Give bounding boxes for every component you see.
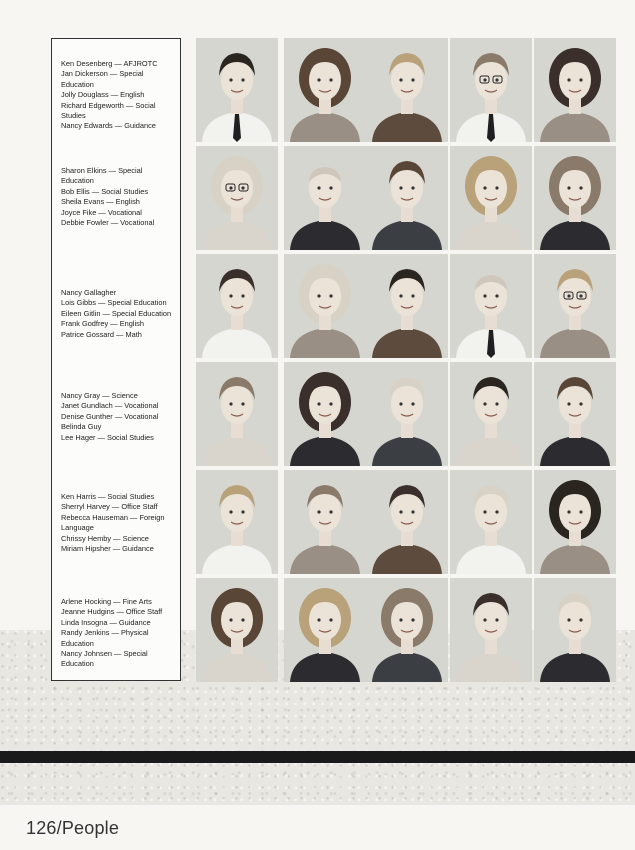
faculty-name-line: Linda Insogna — Guidance bbox=[61, 617, 151, 627]
faculty-portrait bbox=[450, 470, 532, 574]
faculty-name-line: Richard Edgeworth — Social bbox=[61, 100, 156, 110]
faculty-portrait bbox=[534, 362, 616, 466]
faculty-name-line: Jeanne Hudgins — Office Staff bbox=[61, 607, 163, 617]
faculty-portrait bbox=[450, 578, 532, 682]
faculty-portrait bbox=[534, 38, 616, 142]
faculty-name-line: Language bbox=[61, 523, 94, 533]
faculty-name-line: Joyce Fike — Vocational bbox=[61, 207, 142, 217]
faculty-name-line: Education bbox=[61, 638, 94, 648]
faculty-portrait bbox=[196, 578, 278, 682]
faculty-name-line: Randy Jenkins — Physical bbox=[61, 628, 149, 638]
faculty-portrait bbox=[534, 470, 616, 574]
name-group-3 bbox=[61, 288, 179, 340]
faculty-name-line: Sheila Evans — English bbox=[61, 197, 140, 207]
faculty-portrait bbox=[284, 362, 366, 466]
faculty-portrait bbox=[366, 470, 448, 574]
faculty-portrait bbox=[450, 362, 532, 466]
name-group-6 bbox=[61, 597, 179, 670]
faculty-name-line: Nancy Johnsen — Special bbox=[61, 649, 148, 659]
faculty-portrait bbox=[366, 254, 448, 358]
faculty-name-line: Denise Gunther — Vocational bbox=[61, 411, 159, 421]
name-group-2 bbox=[61, 166, 179, 228]
faculty-names-box bbox=[51, 38, 181, 681]
black-rule bbox=[0, 751, 635, 763]
faculty-name-line: Studies bbox=[61, 111, 86, 121]
faculty-name-line: Education bbox=[61, 79, 94, 89]
faculty-portrait bbox=[366, 362, 448, 466]
faculty-portrait bbox=[284, 470, 366, 574]
faculty-name-line: Patrice Gossard — Math bbox=[61, 329, 142, 339]
faculty-name-line: Education bbox=[61, 659, 94, 669]
faculty-name-line: Janet Gundlach — Vocational bbox=[61, 401, 159, 411]
faculty-portrait bbox=[366, 38, 448, 142]
faculty-name-line: Ken Desenberg — AFJROTC bbox=[61, 59, 158, 68]
faculty-name-line: Bob Ellis — Social Studies bbox=[61, 186, 149, 196]
name-group-1 bbox=[61, 59, 179, 132]
faculty-name-line: Frank Godfrey — English bbox=[61, 319, 144, 329]
faculty-name-line: Belinda Guy bbox=[61, 422, 102, 432]
faculty-name-line: Nancy Edwards — Guidance bbox=[61, 121, 156, 131]
faculty-portrait bbox=[366, 146, 448, 250]
faculty-portrait bbox=[284, 578, 366, 682]
faculty-name-line: Sharon Elkins — Special bbox=[61, 166, 143, 175]
faculty-portrait bbox=[534, 146, 616, 250]
name-group-4 bbox=[61, 391, 179, 443]
faculty-portrait bbox=[366, 578, 448, 682]
faculty-name-line: Rebecca Hauseman — Foreign bbox=[61, 512, 165, 522]
faculty-portrait bbox=[534, 578, 616, 682]
faculty-portrait bbox=[450, 38, 532, 142]
faculty-name-line: Jan Dickerson — Special bbox=[61, 69, 144, 79]
faculty-portrait bbox=[450, 146, 532, 250]
faculty-portrait bbox=[284, 146, 366, 250]
faculty-name-line: Lois Gibbs — Special Education bbox=[61, 298, 167, 308]
faculty-portrait bbox=[284, 38, 366, 142]
faculty-portrait bbox=[196, 470, 278, 574]
faculty-name-line: Nancy Gallagher bbox=[61, 288, 117, 297]
faculty-name-line: Ken Harris — Social Studies bbox=[61, 492, 155, 501]
faculty-portrait bbox=[284, 254, 366, 358]
faculty-name-line: Miriam Hipsher — Guidance bbox=[61, 544, 154, 554]
faculty-portrait bbox=[196, 146, 278, 250]
faculty-name-line: Lee Hager — Social Studies bbox=[61, 432, 154, 442]
faculty-portrait bbox=[450, 254, 532, 358]
faculty-name-line: Debbie Fowler — Vocational bbox=[61, 218, 155, 228]
faculty-portrait bbox=[196, 38, 278, 142]
faculty-portrait bbox=[196, 362, 278, 466]
faculty-portrait bbox=[196, 254, 278, 358]
faculty-name-line: Chrissy Hemby — Science bbox=[61, 533, 149, 543]
name-group-5 bbox=[61, 492, 179, 554]
page-folio: 126/People bbox=[26, 818, 120, 838]
faculty-name-line: Jolly Douglass — English bbox=[61, 90, 145, 100]
faculty-portrait bbox=[534, 254, 616, 358]
faculty-name-line: Education bbox=[61, 176, 94, 186]
faculty-name-line: Nancy Gray — Science bbox=[61, 391, 138, 400]
faculty-name-line: Eileen Gitlin — Special Education bbox=[61, 308, 172, 318]
faculty-name-line: Sherryl Harvey — Office Staff bbox=[61, 502, 158, 512]
faculty-name-line: Arlene Hocking — Fine Arts bbox=[61, 597, 152, 606]
